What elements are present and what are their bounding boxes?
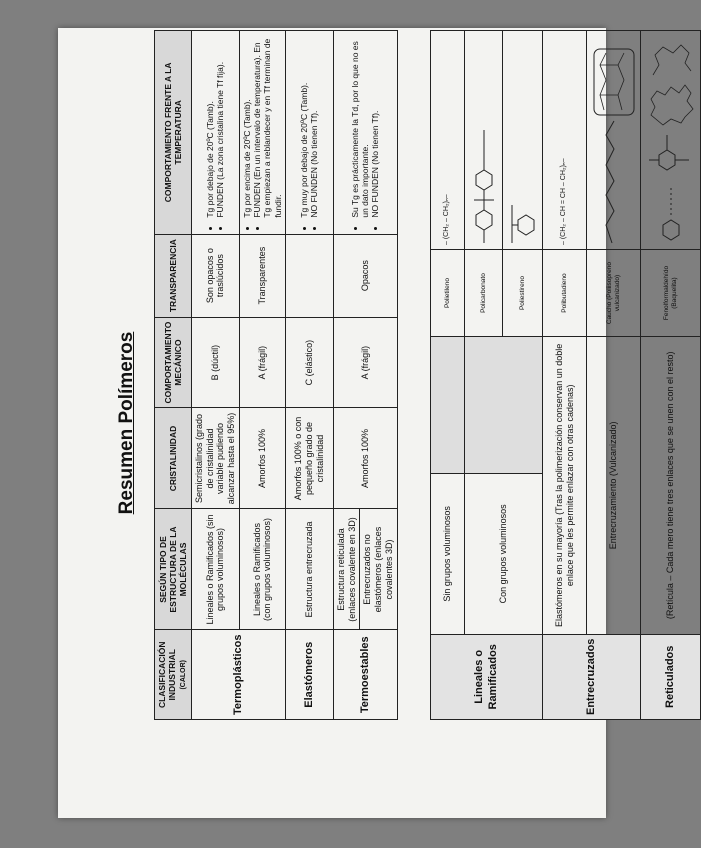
header-row [155, 31, 192, 720]
summary-table [154, 30, 398, 720]
table-row [333, 31, 360, 720]
cell-estructura: Estructura reticulada (enlaces covalente en 3D) [333, 509, 360, 630]
cell-cristalinidad: Amorfos 100% o con pequeño grado de cristalinidad [285, 408, 333, 509]
examples-table [430, 30, 701, 720]
list-item: • Tg muy por debajo de 20ºC (Tamb). [299, 35, 309, 218]
cell-cristalinidad: Amorfos 100% [333, 408, 397, 509]
cell-transparencia: Son opacos o traslúcidos [191, 234, 239, 317]
category-termoestables: Termoestables [333, 630, 397, 720]
document-page [58, 28, 678, 818]
list-item: • Tg por encima de 20ºC (Tamb). [242, 35, 252, 218]
cell-name: Polibutadieno [543, 250, 587, 337]
header-temperatura: COMPORTAMIENTO FRENTE A LA TEMPERATURA [155, 31, 192, 235]
page-title: Resumen Polímeros [116, 331, 137, 515]
cell-transparencia: Opacos [333, 234, 397, 317]
cell-mecanico: A (frágil) [333, 317, 397, 408]
cell-mecanico: C (elástico) [285, 317, 333, 408]
cell-desc: Con grupos voluminosos [465, 474, 543, 634]
list-item: • Su Tg es prácticamente la Td, por lo que no es un dato importante. [350, 35, 370, 218]
header-mecanico: COMPORTAMIENTO MECÁNICO [155, 317, 192, 408]
cell-name: Caucho (Poliisopreno vulcanizado) [587, 250, 641, 337]
cell-shade [465, 337, 543, 474]
table-row [285, 31, 333, 720]
category-reticulados: Reticulados [641, 634, 701, 719]
cell-name: Fenolformaldehído (Baquelita) [641, 250, 701, 337]
cell-formula [503, 31, 543, 250]
table-row [465, 31, 503, 720]
cell-formula: – (CH₂ – CH = CH – CH₂)ₙ– [543, 31, 587, 250]
rotated-content [58, 28, 678, 818]
cell-name: Poliestireno [503, 250, 543, 337]
table-row [239, 31, 285, 720]
cell-name: Polietileno [431, 250, 465, 337]
cell-mecanico: A (frágil) [239, 317, 285, 408]
table-row [543, 31, 587, 720]
cell-transparencia [285, 234, 333, 317]
header-transparencia: TRANSPARENCIA [155, 234, 192, 317]
cell-estructura: Lineales o Ramificados (con grupos voluminosos) [239, 509, 285, 630]
cell-desc: (Retícula – Cada mero tiene tres enlaces que se unen con el resto) [641, 337, 701, 635]
cell-temperatura [191, 31, 239, 235]
table-row [191, 31, 239, 720]
cell-formula [587, 31, 641, 250]
header-clasificacion: CLASIFICACIÓN INDUSTRIAL (CALOR) [155, 630, 192, 720]
list-item: • NO FUNDEN (No tienen Tf). [309, 35, 319, 218]
header-cristalinidad: CRISTALINIDAD [155, 408, 192, 509]
caucho-structure-icon [592, 45, 636, 245]
cell-mecanico: B (dúctil) [191, 317, 239, 408]
cell-cristalinidad: Semicristalinos (grado de cristalinidad variable pudiendo alcanzar hasta el 95%) [191, 408, 239, 509]
cell-desc: Entrecruzamiento (Vulcanizado) [587, 337, 641, 635]
cell-name: Policarbonato [465, 250, 503, 337]
cell-estructura: Estructura entrecruzada [285, 509, 333, 630]
cell-formula [641, 31, 701, 250]
cell-desc: Sin grupos voluminosos [431, 474, 465, 634]
cell-formula: – (CH₂ – CH₂)ₙ– [431, 31, 465, 250]
cell-cristalinidad: Amorfos 100% [239, 408, 285, 509]
cell-estructura: Lineales o Ramificados (sin grupos voluminosos) [191, 509, 239, 630]
category-lineales: Lineales o Ramificados [431, 634, 543, 719]
header-estructura: SEGÚN TIPO DE ESTRUCTURA DE LA MOLÉCULAS [155, 509, 192, 630]
list-item: • NO FUNDEN (No tienen Tf). [370, 35, 380, 218]
cell-formula [465, 31, 503, 250]
cell-estructura: Entrecruzados no elastómeros (enlaces covalentes 3D) [360, 509, 397, 630]
table-row [431, 31, 465, 720]
cell-shade [431, 337, 465, 474]
poliestireno-structure-icon [506, 185, 540, 245]
category-elastomeros: Elastómeros [285, 630, 333, 720]
list-item: • FUNDEN (La zona cristalina tiene Tf fija). [215, 35, 225, 218]
cell-desc: Elastómeros en su mayoría (Tras la polimerización conservan un doble enlace que les permite enlazar con otras cadenas) [543, 337, 587, 635]
list-item: • FUNDEN (En un intervalo de temperatura). En Tg empiezan a reblandecer y en Tf terminan de fundir. [252, 35, 283, 218]
baquelita-structure-icon [645, 35, 697, 245]
cell-transparencia: Transparentes [239, 234, 285, 317]
policarbonato-structure-icon [471, 125, 497, 245]
list-item: • Tg por debajo de 20ºC (Tamb). [205, 35, 215, 218]
cell-temperatura [239, 31, 285, 235]
table-row [587, 31, 641, 720]
cell-temperatura [333, 31, 397, 235]
category-entrecruzados: Entrecruzados [543, 634, 641, 719]
cell-temperatura [285, 31, 333, 235]
table-row [641, 31, 701, 720]
category-termoplasticos: Termoplásticos [191, 630, 285, 720]
